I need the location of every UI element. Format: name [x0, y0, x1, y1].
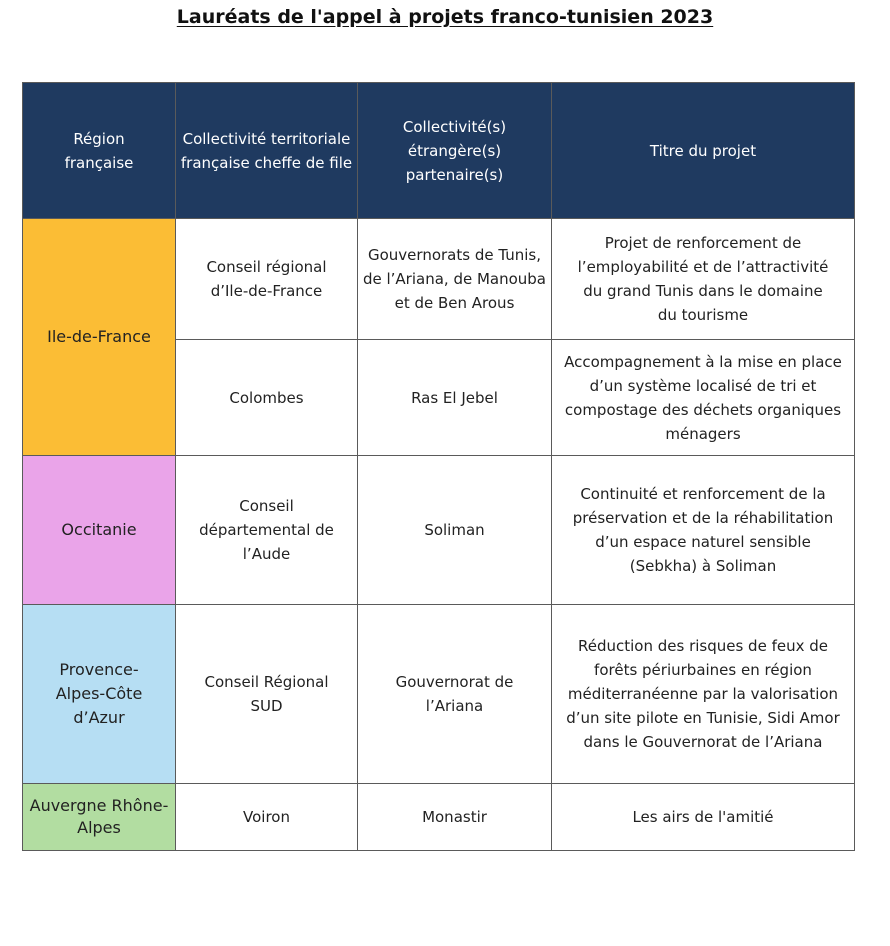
table-row: [23, 456, 855, 605]
collectivite-cell: Conseil départemental de l’Aude: [176, 456, 358, 605]
table-header-row: [23, 83, 855, 219]
partenaire-cell: Monastir: [358, 784, 552, 851]
region-cell-auvergne: Auvergne Rhône-Alpes: [23, 784, 176, 851]
collectivite-cell: Colombes: [176, 340, 358, 456]
table-row: [23, 605, 855, 784]
region-cell-ile-de-france: Ile-de-France: [23, 219, 176, 456]
titre-cell: Continuité et renforcement de la préservation et de la réhabilitation d’un espace naturel sensible (Sebkha) à Soliman: [552, 456, 855, 605]
collectivite-cell: Conseil régional d’Ile-de-France: [176, 219, 358, 340]
collectivite-cell: Conseil Régional SUD: [176, 605, 358, 784]
header-partenaire: Collectivité(s) étrangère(s) partenaire(s): [358, 83, 552, 219]
partenaire-cell: Ras El Jebel: [358, 340, 552, 456]
partenaire-cell: Gouvernorats de Tunis, de l’Ariana, de Manouba et de Ben Arous: [358, 219, 552, 340]
header-titre: Titre du projet: [552, 83, 855, 219]
region-cell-occitanie: Occitanie: [23, 456, 176, 605]
region-cell-paca: Provence-Alpes-Côte d’Azur: [23, 605, 176, 784]
table-row: [23, 219, 855, 340]
header-collectivite: Collectivité territoriale française cheffe de file: [176, 83, 358, 219]
page-title: Lauréats de l'appel à projets franco-tunisien 2023: [176, 6, 714, 28]
header-region: Région française: [23, 83, 176, 219]
titre-cell: Projet de renforcement de l’employabilité et de l’attractivité du grand Tunis dans le domaine du tourisme: [552, 219, 855, 340]
laureates-table: [22, 82, 855, 851]
collectivite-cell: Voiron: [176, 784, 358, 851]
partenaire-cell: Soliman: [358, 456, 552, 605]
partenaire-cell: Gouvernorat de l’Ariana: [358, 605, 552, 784]
table-row: [23, 784, 855, 851]
titre-cell: Accompagnement à la mise en place d’un système localisé de tri et compostage des déchets organiques ménagers: [552, 340, 855, 456]
titre-cell: Réduction des risques de feux de forêts périurbaines en région méditerranéenne par la valorisation d’un site pilote en Tunisie, Sidi Amor dans le Gouvernorat de l’Ariana: [552, 605, 855, 784]
titre-cell: Les airs de l'amitié: [552, 784, 855, 851]
